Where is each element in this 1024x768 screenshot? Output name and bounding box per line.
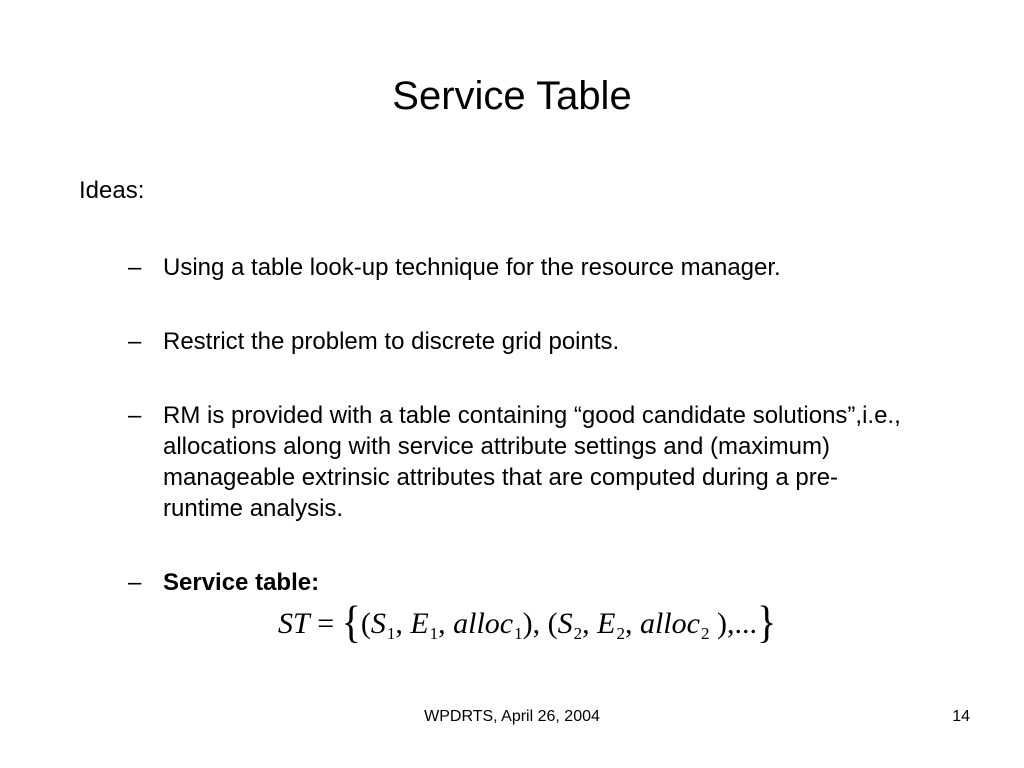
formula-subscript: 2 [616, 624, 625, 643]
tuple-open: ( [540, 607, 558, 640]
formula-comma: , [395, 607, 411, 640]
formula-e: E [597, 607, 616, 640]
bullet-dash: – [128, 254, 142, 281]
bullet-item [128, 400, 908, 524]
formula-subscript: 2 [700, 624, 710, 643]
service-table-formula [278, 596, 776, 650]
bullet-text: RM is provided with a table containing “good candidate solutions”,i.e., allocations along with service attribute settings and (maximum) manageable extrinsic attributes that are computed during a pre-runtime analysis. [163, 402, 901, 522]
footer-text: WPDRTS, April 26, 2004 [424, 708, 600, 725]
formula-equals: = [317, 607, 335, 640]
formula-comma: , [582, 607, 598, 640]
formula-open-brace: { [341, 595, 361, 648]
bullet-list [128, 252, 908, 598]
formula-lhs: ST [278, 607, 310, 640]
bullet-item [128, 567, 908, 598]
formula-alloc: alloc [639, 607, 700, 640]
page-number: 14 [952, 708, 970, 725]
tuple-open: ( [360, 607, 371, 640]
bullet-item [128, 326, 908, 357]
bullet-dash: – [128, 328, 142, 355]
formula-subscript: 1 [514, 624, 523, 643]
bullet-text-bold: Service table: [163, 569, 320, 596]
tuple-close: ), [522, 607, 541, 640]
formula-s: S [557, 607, 573, 640]
intro-label: Ideas: [79, 177, 145, 204]
formula-alloc: alloc [453, 607, 514, 640]
bullet-text: Restrict the problem to discrete grid points. [163, 328, 620, 355]
formula-e: E [410, 607, 429, 640]
formula-comma: , [624, 607, 640, 640]
bullet-item [128, 252, 908, 283]
bullet-text: Using a table look-up technique for the resource manager. [163, 254, 781, 281]
bullet-dash: – [128, 402, 142, 429]
formula-subscript: 2 [573, 624, 583, 643]
formula-comma: , [438, 607, 454, 640]
formula-s: S [370, 607, 386, 640]
formula-close-brace: } [756, 595, 777, 648]
tuple-close: ),... [709, 607, 757, 640]
bullet-dash: – [128, 569, 142, 596]
formula-subscript: 1 [386, 624, 396, 643]
slide-title: Service Table [392, 74, 632, 118]
formula-subscript: 1 [429, 624, 439, 643]
